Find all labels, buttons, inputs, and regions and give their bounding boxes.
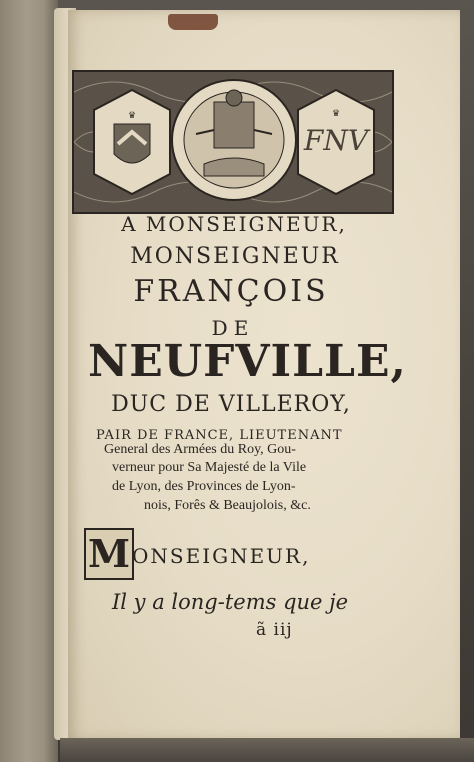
dedication-text-2: verneur pour Sa Majesté de la Vile	[112, 460, 307, 475]
dedication-rank: PAIR DE FRANCE, LIEUTENANT	[96, 428, 343, 443]
page-stain	[168, 14, 218, 30]
dedication-text-3: de Lyon, des Provinces de Lyon-	[112, 479, 296, 494]
dedication-particle: DE	[211, 316, 255, 340]
dedication-text-4: nois, Forês & Beaujolois, &c.	[144, 498, 311, 513]
engraved-headpiece	[72, 70, 394, 214]
signature-mark: ã iij	[256, 620, 293, 640]
dedication-surname: NEUFVILLE,	[88, 336, 407, 387]
dedication-title: DUC DE VILLEROY,	[111, 392, 351, 417]
dedication-name-francois: FRANÇOIS	[133, 274, 329, 309]
dedication-text-1: General des Armées du Roy, Gou-	[104, 442, 296, 457]
dedication-line-1: A MONSEIGNEUR,	[121, 212, 347, 236]
page-shadow	[60, 738, 474, 762]
headpiece-engraving	[74, 72, 392, 212]
svg-text:FNV: FNV	[303, 124, 369, 157]
svg-text:♛: ♛	[127, 111, 137, 121]
book-spine	[0, 0, 58, 762]
dedication-line-2: MONSEIGNEUR	[130, 244, 340, 269]
salutation: ONSEIGNEUR,	[132, 544, 311, 568]
decorated-initial: M	[84, 528, 134, 580]
svg-text:♛: ♛	[331, 109, 341, 119]
opening-line: Il y a long-tems que je	[112, 590, 349, 614]
